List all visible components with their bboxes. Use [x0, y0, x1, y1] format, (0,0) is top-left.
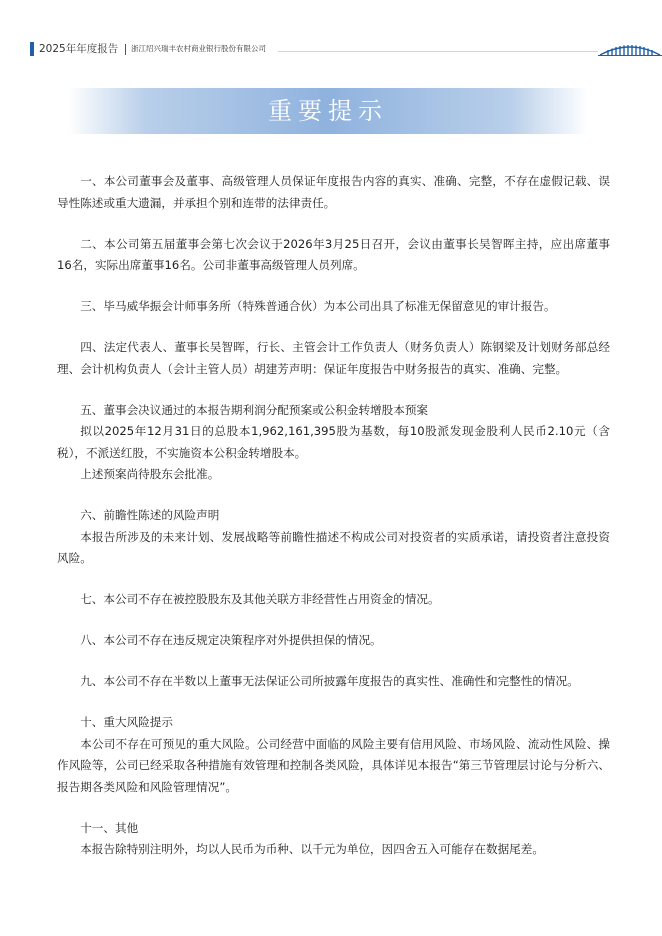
notice-item-5-heading: 五、董事会决议通过的本报告期利润分配预案或公积金转增股本预案	[80, 402, 429, 417]
notice-item-11-body: 本报告除特别注明外，均以人民币为币种、以千元为单位，因四舍五入可能存在数据尾差。	[80, 842, 544, 856]
notice-item-8: 八、本公司不存在违反规定决策程序对外提供担保的情况。	[80, 633, 382, 647]
title-banner	[68, 88, 588, 134]
notice-item-10-body: 本公司不存在可预见的重大风险。公司经营中面临的风险主要有信用风险、市场风险、流动性风险、操作风险等，公司已经采取各种措施有效管理和控制各类风险，具体详见本报告“第三节管理层讨论与分析六、报告期各类风险和风险管理情况”。	[57, 736, 610, 794]
notice-item-5-note: 上述预案尚待股东会批准。	[80, 467, 220, 481]
header-accent-bar	[30, 42, 34, 56]
notice-item-6	[57, 505, 610, 570]
notice-item-6-heading: 六、前瞻性陈述的风险声明	[80, 508, 220, 522]
notice-item-3: 三、毕马威华振会计师事务所（特殊普通合伙）为本公司出具了标准无保留意见的审计报告。	[80, 299, 556, 313]
bridge-logo-icon	[598, 41, 662, 57]
notice-content	[57, 171, 610, 880]
notice-item-6-body: 本报告所涉及的未来计划、发展战略等前瞻性描述不构成公司对投资者的实质承诺，请投资者注意投资风险。	[57, 529, 610, 565]
page-header	[30, 41, 632, 57]
notice-item-2: 二、本公司第五届董事会第七次会议于2026年3月25日召开，会议由董事长吴智晖主持，应出席董事16名，实际出席董事16名。公司非董事高级管理人员列席。	[57, 236, 610, 272]
notice-item-5	[57, 400, 610, 486]
notice-item-5-body: 拟以2025年12月31日的总股本1,962,161,395股为基数，每10股派发现金股利人民币2.10元（含税），不派送红股，不实施资本公积金转增股本。	[57, 424, 610, 460]
header-separator	[125, 44, 126, 55]
notice-item-7: 七、本公司不存在被控股股东及其他关联方非经营性占用资金的情况。	[80, 592, 440, 606]
notice-item-10-heading: 十、重大风险提示	[80, 715, 173, 729]
header-rule	[278, 51, 598, 52]
notice-item-11	[57, 818, 610, 861]
notice-item-10	[57, 712, 610, 798]
report-year-label: 2025年年度报告	[39, 43, 119, 55]
page-title: 重要提示	[268, 97, 388, 125]
company-name: 浙江绍兴瑞丰农村商业银行股份有限公司	[131, 44, 266, 53]
notice-item-9: 九、本公司不存在半数以上董事无法保证公司所披露年度报告的真实性、准确性和完整性的情况。	[80, 674, 579, 688]
notice-item-11-heading: 十一、其他	[80, 820, 139, 835]
notice-item-4: 四、法定代表人、董事长吴智晖，行长、主管会计工作负责人（财务负责人）陈钢梁及计划财务部总经理、会计机构负责人（会计主管人员）胡建芳声明：保证年度报告中财务报告的真实、准确、完整。	[57, 340, 610, 376]
notice-item-1: 一、本公司董事会及董事、高级管理人员保证年度报告内容的真实、准确、完整，不存在虚假记载、误导性陈述或重大遗漏，并承担个别和连带的法律责任。	[57, 174, 610, 210]
